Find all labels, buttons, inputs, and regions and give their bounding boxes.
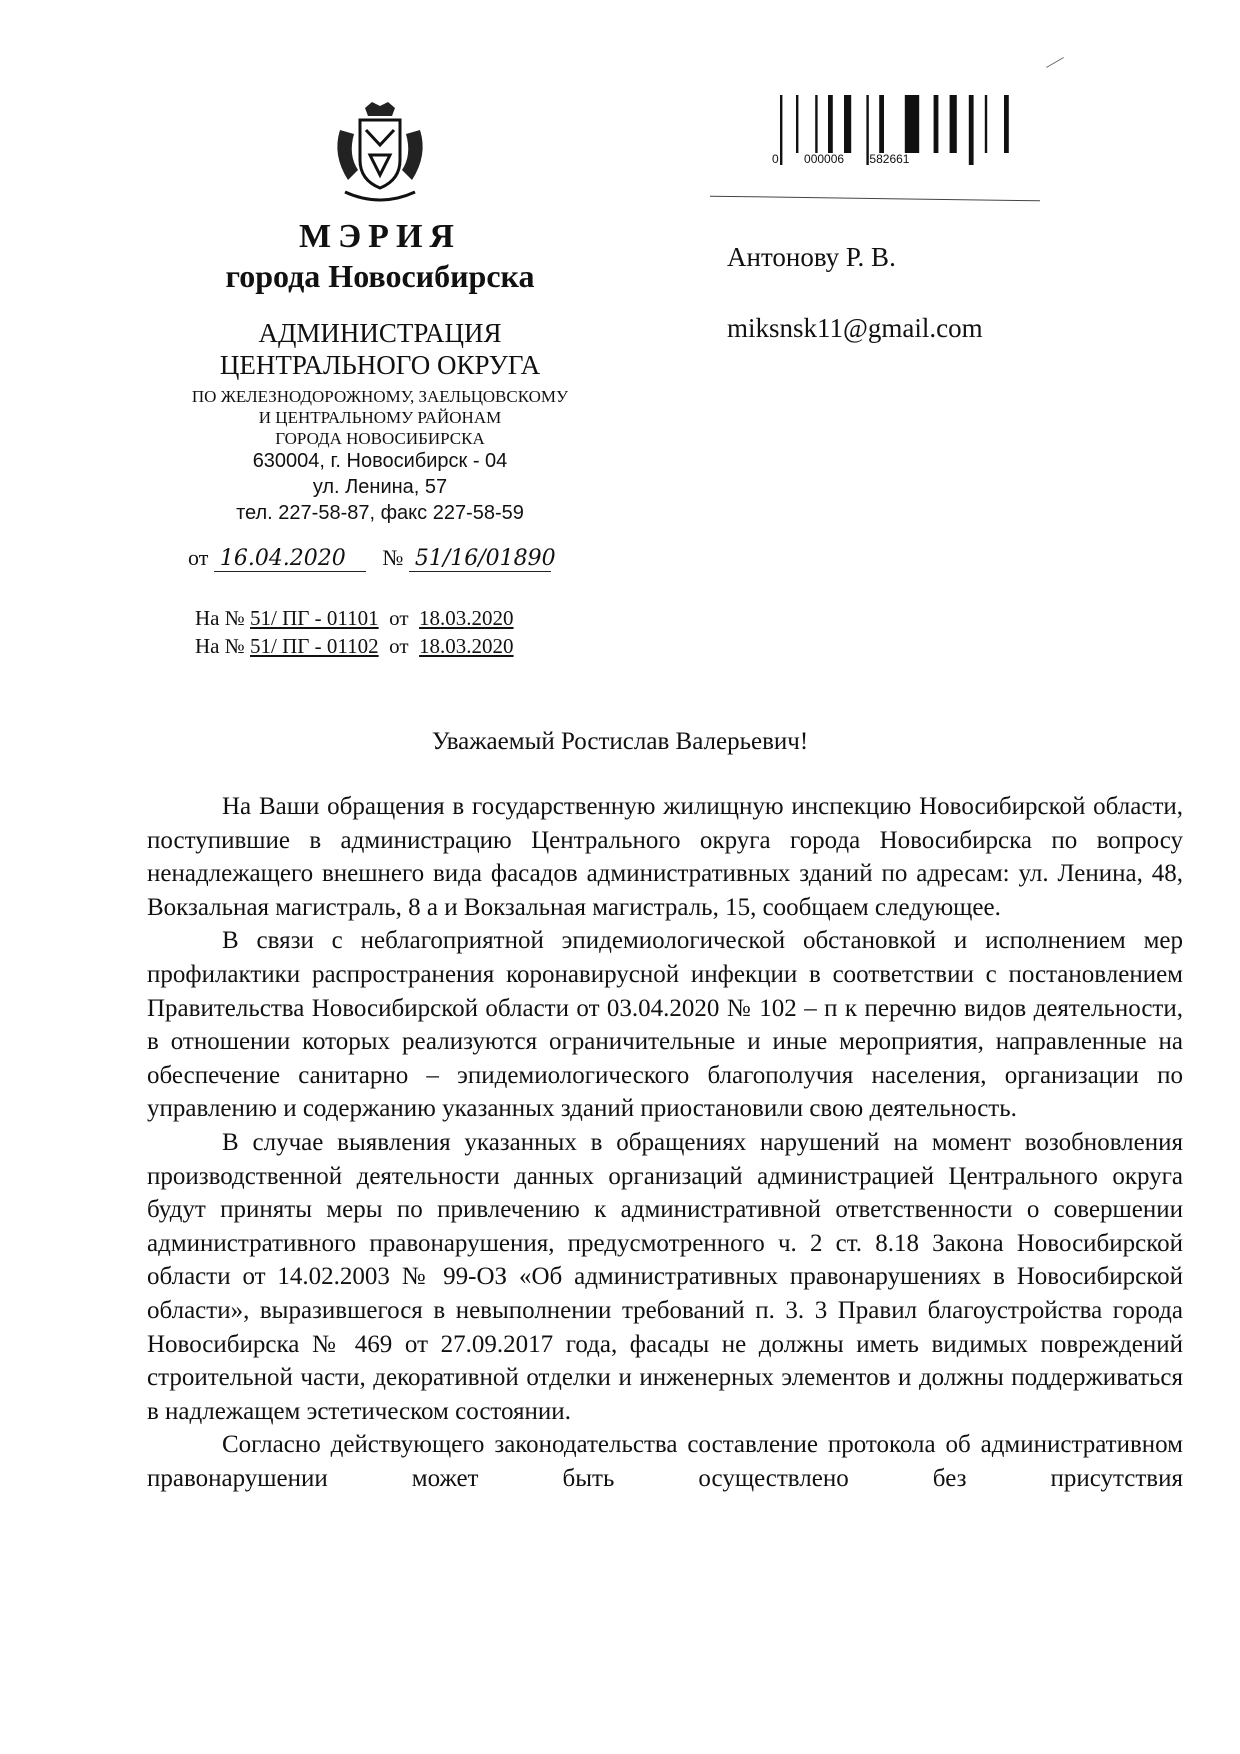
reference-prefix: На № (195, 634, 245, 658)
address-line: тел. 227-58-87, факс 227-58-59 (236, 502, 524, 524)
district-line: И ЦЕНТРАЛЬНОМУ РАЙОНАМ (258, 408, 502, 427)
barcode-digits: 582661 (869, 152, 910, 166)
reference-row (195, 632, 514, 660)
paragraph: Согласно действующего законодательства составление протокола об административном правонарушении может быть осуществлено без присутствия (147, 1431, 1183, 1492)
registration-date: 16.04.2020 (214, 546, 366, 572)
reference-number: 51/ ПГ - 01101 (250, 606, 379, 630)
address-block (150, 448, 610, 526)
reference-prefix: На № (195, 606, 245, 630)
barcode-digits: 000006 (804, 152, 845, 166)
greeting: Уважаемый Ростислав Валерьевич! (431, 728, 809, 755)
references (195, 604, 514, 660)
address-line: 630004, г. Новосибирск - 04 (252, 450, 508, 472)
district-line: ПО ЖЕЛЕЗНОДОРОЖНОМУ, ЗАЕЛЬЦОВСКОМУ (191, 387, 569, 406)
divider (710, 196, 1040, 202)
recipient-name: Антонову Р. В. (727, 242, 896, 272)
reference-date: 18.03.2020 (419, 634, 514, 658)
pen-mark (1046, 57, 1064, 68)
admin-title-line2: ЦЕНТРАЛЬНОГО ОКРУГА (219, 350, 541, 380)
registration-number: 51/16/01890 (409, 546, 551, 572)
coat-of-arms-emblem (330, 100, 430, 210)
recipient-email: miksnsk11@gmail.com (727, 313, 983, 343)
district-line: ГОРОДА НОВОСИБИРСКА (275, 429, 485, 448)
address-line: ул. Ленина, 57 (312, 476, 448, 498)
reference-from-label: от (389, 634, 409, 658)
letter-body (147, 790, 1183, 1495)
paragraph: На Ваши обращения в государственную жилищную инспекцию Новосибирской области, поступившие в администрацию Центрального округа города Новосибирска по вопросу ненадлежащего внешнего вида фасадов административных зданий по адресам: ул. Ленина, 48, Вокзальная магистраль, 8 а и Вокзальная магистраль, 15, сообщаем следующее. (147, 793, 1183, 921)
barcode-digits: 0 (772, 152, 779, 166)
reference-row (195, 604, 514, 632)
reference-number: 51/ ПГ - 01102 (250, 634, 379, 658)
paragraph: В случае выявления указанных в обращениях нарушений на момент возобновления производственной деятельности данных организаций администрацией Центрального округа будут приняты меры по привлечению к административной ответственности о совершении административного правонарушения, предусмотренного ч. 2 ст. 8.18 Закона Новосибирской области от 14.02.2003 № 99-ОЗ «Об административных правонарушениях в Новосибирской области», выразившегося в невыполнении требований п. 3. 3 Правил благоустройства города Новосибирска № 469 от 27.09.2017 года, фасады не должны иметь видимых повреждений строительной части, декоративной отделки и инженерных элементов и должны поддерживаться в надлежащем эстетическом состоянии. (147, 1128, 1183, 1425)
from-label: от (188, 545, 209, 570)
admin-title-line1: АДМИНИСТРАЦИЯ (258, 318, 502, 348)
reference-from-label: от (389, 606, 409, 630)
paragraph: В связи с неблагоприятной эпидемиологической обстановкой и исполнением мер профилактики распространения коронавирусной инфекции в соответствии с постановлением Правительства Новосибирской области от 03.04.2020 № 102 – п к перечню видов деятельности, в отношении которых реализуются ограничительные и иные мероприятия, направленные на обеспечение санитарно – эпидемиологического благополучия населения, организации по управлению и содержанию указанных зданий приостановили свою деятельность. (147, 927, 1183, 1123)
registration-line (188, 545, 556, 572)
city-title: города Новосибирска (225, 258, 535, 294)
mayor-title: МЭРИЯ (299, 218, 461, 255)
district-lines (150, 386, 610, 449)
barcode-number (772, 152, 909, 166)
number-label: № (382, 545, 404, 570)
reference-date: 18.03.2020 (419, 606, 514, 630)
